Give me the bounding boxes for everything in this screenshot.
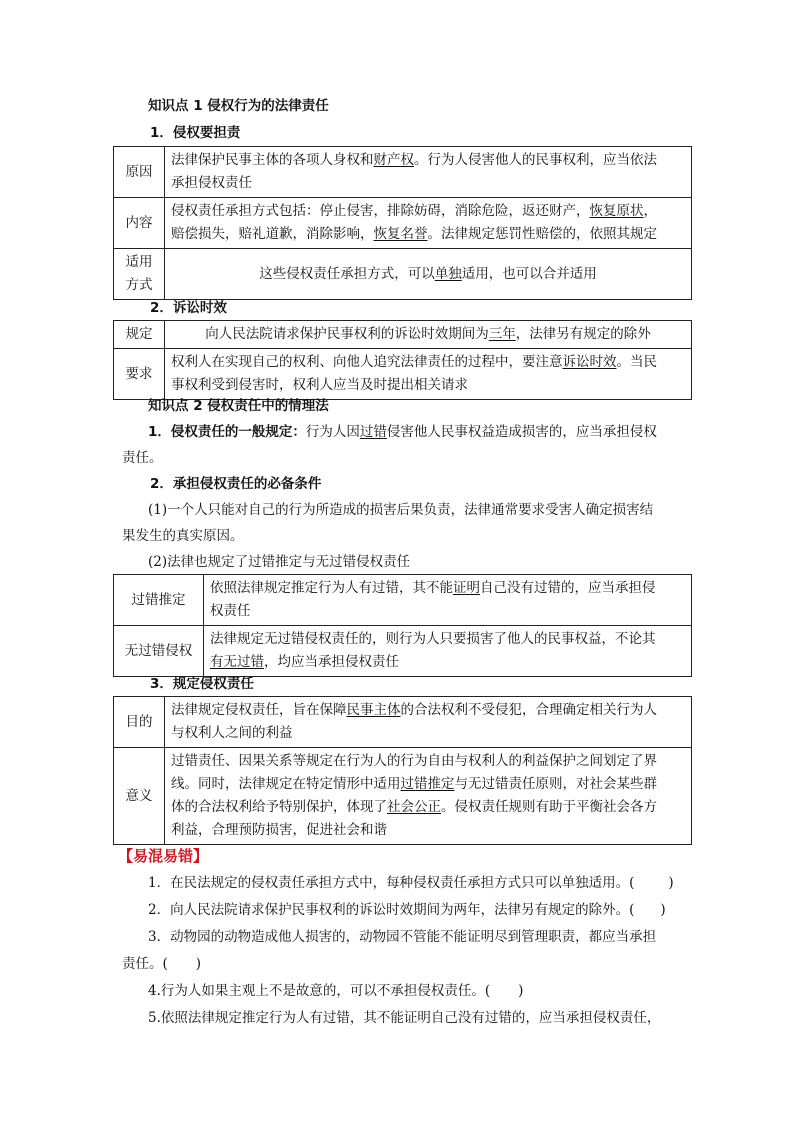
underlined-answer: 财产权 [373, 152, 414, 168]
underlined-answer: 有无过错 [210, 654, 264, 670]
answer-blank[interactable]: ) [195, 956, 202, 972]
table-provisions [113, 696, 692, 845]
paragraph-condition-1-cont: 果发生的真实原因。 [122, 528, 244, 544]
subsection-title-provisions: 3．规定侵权责任 [150, 676, 254, 692]
table-row [114, 575, 692, 626]
row-content-purpose: 法律规定侵权责任，旨在保障民事主体的合法权利不受侵犯，合理确定相关行为人 与权利人之间的利益 [165, 697, 692, 748]
row-content-presumed-fault: 依照法律规定推定行为人有过错，其不能证明自己没有过错的，应当承担侵 权责任 [204, 575, 692, 626]
row-content-significance: 过错责任、因果关系等规定在行为人的行为自由与权利人的利益保护之间划定了界 线。同时，法律规定在特定情形中适用过错推定与无过错责任原则，对社会某些群 体的合法权利给予特别保护，体现了社会公正。侵权责任规则有助于平衡社会各方 利益，合理预防损害，促进社会和谐 [165, 748, 692, 845]
section-title-kp1: 知识点 1 侵权行为的法律责任 [148, 98, 329, 114]
paragraph-condition-2: (2)法律也规定了过错推定与无过错侵权责任 [148, 554, 411, 570]
table-limitation [113, 320, 692, 400]
row-content-no-fault: 法律规定无过错侵权责任的，则行为人只要损害了他人的民事权益，不论其 有无过错，均应当承担侵权责任 [204, 626, 692, 677]
table-row [114, 626, 692, 677]
answer-blank[interactable]: ) [668, 875, 674, 891]
underlined-answer: 三年 [488, 326, 516, 342]
table-liability [113, 146, 692, 300]
row-label-reason: 原因 [114, 147, 165, 198]
table-row [114, 321, 692, 349]
underlined-answer: 证明 [453, 580, 480, 596]
row-label-purpose: 目的 [114, 697, 165, 748]
row-content-rule: 向人民法院请求保护民事权利的诉讼时效期间为三年，法律另有规定的除外 [165, 321, 692, 349]
row-label-significance: 意义 [114, 748, 165, 845]
table-row [114, 748, 692, 845]
row-label-requirement: 要求 [114, 349, 165, 400]
underlined-answer: 恢复原状 [589, 203, 644, 219]
underlined-answer: 过错 [359, 424, 387, 440]
question-item-cont: 责任。( ) [122, 956, 202, 972]
table-row [114, 249, 692, 300]
table-row [114, 147, 692, 198]
table-row [114, 349, 692, 400]
row-label-content: 内容 [114, 198, 165, 249]
subsection-title-limitation: 2．诉讼时效 [150, 300, 227, 316]
paragraph-general-rule-cont: 责任。 [122, 450, 163, 466]
subsection-title-conditions: 2．承担侵权责任的必备条件 [150, 476, 322, 492]
table-row [114, 198, 692, 249]
row-label-presumed-fault: 过错推定 [114, 575, 204, 626]
question-item: 5.依照法律规定推定行为人有过错，其不能证明自己没有过错的，应当承担侵权责任， [148, 1010, 661, 1026]
row-label-rule: 规定 [114, 321, 165, 349]
underlined-answer: 恢复名誉 [373, 226, 428, 242]
underlined-answer: 民事主体 [346, 702, 401, 718]
question-item: 3．动物园的动物造成他人损害的，动物园不管能不能证明尽到管理职责，都应当承担 [148, 929, 657, 945]
row-content-requirement: 权利人在实现自己的权利、向他人追究法律责任的过程中，要注意诉讼时效。当民 事权利受到侵害时，权利人应当及时提出相关请求 [165, 349, 692, 400]
section-title-kp2: 知识点 2 侵权责任中的情理法 [148, 398, 329, 414]
row-content-methods: 侵权责任承担方式包括：停止侵害，排除妨碍，消除危险，返还财产，恢复原状， 赔偿损失，赔礼道歉，消除影响，恢复名誉。法律规定惩罚性赔偿的，依照其规定 [165, 198, 692, 249]
subsection-title-liability: 1．侵权要担责 [150, 125, 241, 141]
paragraph-general-rule: 1．侵权责任的一般规定：行为人因过错侵害他人民事权益造成损害的，应当承担侵权 [148, 424, 657, 440]
underlined-answer: 社会公正 [387, 799, 441, 815]
row-content-application: 这些侵权责任承担方式，可以单独适用，也可以合并适用 [165, 249, 692, 300]
answer-blank[interactable]: ) [518, 983, 524, 999]
table-row [114, 697, 692, 748]
question-item: 4.行为人如果主观上不是故意的，可以不承担侵权责任。( ) [148, 983, 524, 999]
underlined-answer: 过错推定 [400, 776, 455, 792]
answer-blank[interactable]: ) [660, 902, 666, 918]
section-title-confusion: 【易混易错】 [118, 847, 209, 865]
question-item: 2．向人民法院请求保护民事权利的诉讼时效期间为两年，法律另有规定的除外。( ) [148, 902, 666, 918]
row-label-no-fault: 无过错侵权 [114, 626, 204, 677]
row-content-reason: 法律保护民事主体的各项人身权和财产权。行为人侵害他人的民事权利，应当依法 承担侵权责任 [165, 147, 692, 198]
underlined-answer: 诉讼时效 [562, 354, 617, 370]
underlined-answer: 单独 [434, 265, 462, 282]
table-fault [113, 574, 692, 677]
row-label-application: 适用 方式 [114, 249, 165, 300]
question-item: 1．在民法规定的侵权责任承担方式中，每种侵权责任承担方式只可以单独适用。( ) [148, 875, 674, 891]
paragraph-condition-1: (1)一个人只能对自己的行为所造成的损害后果负责，法律通常要求受害人确定损害结 [148, 502, 654, 518]
